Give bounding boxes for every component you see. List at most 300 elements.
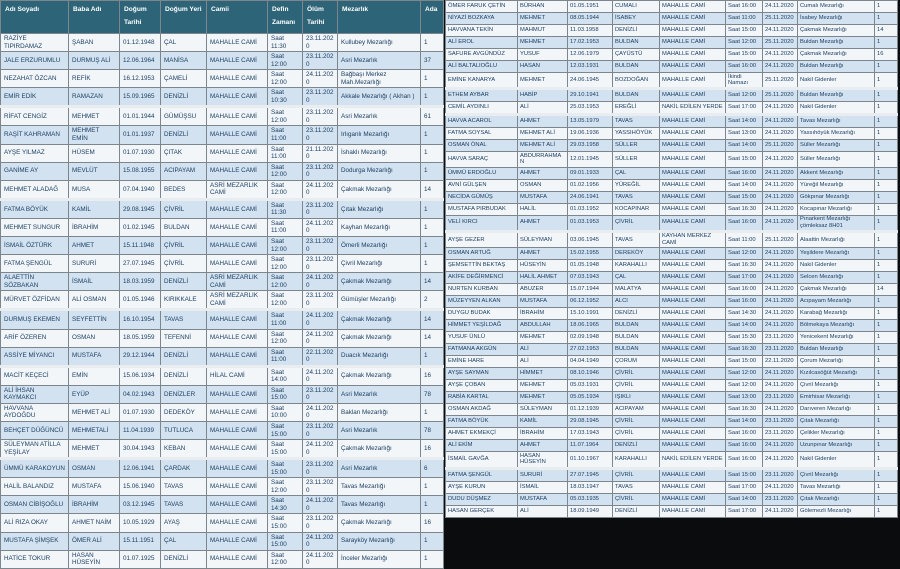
cell-burial-time: Saat 15:00 (268, 385, 303, 403)
cell-plot: 1 (875, 1, 898, 13)
cell-burial-time: Saat 15:00 (726, 25, 763, 37)
cell-birth-date: 01.02.1945 (120, 218, 161, 236)
cell-name: ÜMMÜ ERDOĞLU (446, 167, 518, 179)
cell-birth-place: DENİZLİ (613, 505, 660, 517)
cell-plot: 1 (421, 88, 444, 107)
cell-father-name: RAMAZAN (69, 88, 120, 107)
cell-death-date: 23.11.2020 (763, 428, 798, 440)
cell-death-date: 23.11.2020 (303, 162, 338, 180)
cell-plot: 1 (875, 428, 898, 440)
table-row (1, 273, 444, 291)
cell-mosque: MAHALLE CAMİ (660, 332, 726, 344)
cell-mosque: MAHALLE CAMİ (660, 13, 726, 25)
cell-name: İSMAİL ÖZTÜRK (1, 237, 69, 255)
cell-cemetery: Acıpayam Mezarlığı (798, 296, 875, 308)
cell-plot: 16 (421, 514, 444, 532)
cell-birth-date: 12.06.1964 (120, 52, 161, 70)
cell-death-date: 24.11.2020 (303, 496, 338, 514)
cell-burial-time: Saat 16:30 (726, 404, 763, 416)
cell-father-name: HALİL AHMET (518, 272, 568, 284)
cell-name: RİFAT CENGİZ (1, 107, 69, 126)
cell-mosque: MAHALLE CAMİ (207, 310, 268, 329)
cell-mosque: MAHALLE CAMİ (207, 385, 268, 403)
cell-father-name: HASAN HÜSEYİN (69, 550, 120, 568)
cell-burial-time: Saat 12:00 (268, 550, 303, 568)
cell-birth-place: ÇAL (613, 272, 660, 284)
cell-name: ÖMER FARUK ÇETİN (446, 1, 518, 13)
cell-mosque: MAHALLE CAMİ (660, 1, 726, 13)
cell-mosque: MAHALLE CAMİ (660, 481, 726, 493)
cell-name: JALE ERZURUMLU (1, 52, 69, 70)
cell-death-date: 25.11.2020 (763, 73, 798, 89)
table-row (1, 532, 444, 550)
cell-plot: 61 (421, 107, 444, 126)
table-row (1, 459, 444, 478)
table-row (446, 13, 898, 25)
cell-birth-place: SÜLLER (613, 152, 660, 167)
table-row (1, 478, 444, 496)
cell-father-name: EYÜP (69, 385, 120, 403)
cell-mosque: MAHALLE CAMİ (207, 52, 268, 70)
cell-death-date: 24.11.2020 (303, 440, 338, 459)
cell-father-name: MEVLÜT (69, 162, 120, 180)
cell-name: ETHEM AYBAR (446, 89, 518, 102)
cell-burial-time: Saat 12:00 (726, 368, 763, 380)
cell-cemetery: Uzunpınar Mezarlığı (798, 440, 875, 452)
cell-burial-time: Saat 12:00 (268, 52, 303, 70)
cell-birth-place: DENİZLER (161, 385, 207, 403)
cell-death-date: 23.11.2020 (763, 332, 798, 344)
cell-birth-place: BOZDOĞAN (613, 73, 660, 89)
cell-birth-date: 01.05.1948 (568, 260, 613, 272)
cell-birth-date: 10.05.1929 (120, 514, 161, 532)
cell-plot: 14 (421, 273, 444, 291)
cell-cemetery: Darıveren Mezarlığı (798, 404, 875, 416)
cell-father-name: İSMAİL (518, 481, 568, 493)
cell-mosque: MAHALLE CAMİ (660, 392, 726, 404)
cell-burial-time: Saat 10:30 (268, 88, 303, 107)
cell-death-date: 23.11.2020 (303, 255, 338, 273)
cell-death-date: 24.11.2020 (763, 380, 798, 392)
cell-birth-place: DENİZLİ (613, 25, 660, 37)
cell-cemetery: Asri Mezarlık (338, 107, 421, 126)
cell-birth-place: TAVAS (613, 115, 660, 128)
cell-mosque: MAHALLE CAMİ (660, 440, 726, 452)
cell-name: EMİR EDİK (1, 88, 69, 107)
cell-death-date: 24.11.2020 (763, 61, 798, 73)
cell-mosque: MAHALLE CAMİ (660, 368, 726, 380)
cell-mosque: MAHALLE CAMİ (660, 308, 726, 320)
cell-plot: 1 (875, 167, 898, 179)
cell-plot: 14 (421, 310, 444, 329)
cell-father-name: SÜLEYMAN (518, 404, 568, 416)
cell-birth-date: 01.03.1953 (568, 215, 613, 231)
cell-mosque: MAHALLE CAMİ (207, 532, 268, 550)
cell-father-name: MEHMET (518, 380, 568, 392)
cell-mosque: MAHALLE CAMİ (660, 272, 726, 284)
cell-father-name: HASAN (518, 61, 568, 73)
cell-name: AYŞE YILMAZ (1, 144, 69, 162)
table-row (1, 440, 444, 459)
cell-birth-place: BULDAN (613, 61, 660, 73)
cell-birth-date: 16.12.1953 (120, 70, 161, 88)
cell-cemetery: Çakmak Mezarlığı (798, 25, 875, 37)
cell-birth-place: KARAHALLI (613, 452, 660, 468)
cell-death-date: 23.11.2020 (303, 421, 338, 439)
cell-birth-place: ÇAMELİ (161, 70, 207, 88)
cell-mosque: MAHALLE CAMİ (207, 162, 268, 180)
cell-name: YUSUF ÜNLÜ (446, 332, 518, 344)
cell-plot: 16 (875, 49, 898, 61)
cell-mosque: ASRİ MEZARLIK CAMİ (207, 180, 268, 199)
cell-birth-date: 15.07.1944 (568, 284, 613, 296)
cell-plot: 1 (875, 440, 898, 452)
cell-death-date: 24.11.2020 (763, 1, 798, 13)
cell-mosque: MAHALLE CAMİ (207, 329, 268, 347)
cell-death-date: 24.11.2020 (303, 532, 338, 550)
cell-birth-place: DENİZLİ (161, 126, 207, 144)
cell-plot: 1 (875, 308, 898, 320)
cell-death-date: 24.11.2020 (763, 179, 798, 191)
cell-birth-date: 15.02.1955 (568, 248, 613, 260)
cell-name: EMİNE KANARYA (446, 73, 518, 89)
cell-name: HAVVA ACAROL (446, 115, 518, 128)
cell-plot: 1 (875, 296, 898, 308)
cell-birth-date: 18.06.1965 (568, 320, 613, 332)
cell-birth-place: BULDAN (613, 344, 660, 356)
cell-death-date: 23.11.2020 (303, 459, 338, 478)
table-row (1, 199, 444, 218)
table-row (446, 231, 898, 247)
cell-father-name: MUSTAFA (518, 296, 568, 308)
cell-name: ÜMMÜ KARAKOYUN (1, 459, 69, 478)
cell-death-date: 24.11.2020 (763, 296, 798, 308)
cell-father-name: ABDULLAH (518, 320, 568, 332)
cell-burial-time: Saat 14:00 (726, 320, 763, 332)
cell-cemetery: Çorum Mezarlığı (798, 356, 875, 368)
cell-plot: 1 (421, 496, 444, 514)
cell-father-name: MUSA (69, 180, 120, 199)
table-row (446, 115, 898, 128)
cell-death-date: 24.11.2020 (763, 481, 798, 493)
cell-father-name: HİMMET (518, 368, 568, 380)
cell-cemetery: Çakmak Mezarlığı (798, 284, 875, 296)
cell-cemetery: Emirhisar Mezarlığı (798, 392, 875, 404)
cell-name: AYŞE ÇOBAN (446, 380, 518, 392)
cell-plot: 1 (875, 215, 898, 231)
cell-mosque: MAHALLE CAMİ (207, 237, 268, 255)
cell-burial-time: Saat 12:00 (268, 237, 303, 255)
cell-plot: 1 (421, 237, 444, 255)
cell-mosque: MAHALLE CAMİ (660, 296, 726, 308)
cell-birth-place: BULDAN (613, 332, 660, 344)
table-row (446, 128, 898, 140)
cell-birth-date: 12.01.1945 (568, 152, 613, 167)
cell-birth-place: ÇİVRİL (613, 468, 660, 481)
cell-mosque: ASRİ MEZARLIK CAMİ (207, 291, 268, 310)
cell-plot: 1 (421, 34, 444, 52)
cell-birth-place: İSABEY (613, 13, 660, 25)
cell-name: FATMANA AKGÜN (446, 344, 518, 356)
cell-death-date: 23.11.2020 (303, 514, 338, 532)
cell-plot: 1 (875, 356, 898, 368)
cell-name: VELİ KIRCI (446, 215, 518, 231)
cell-mosque: NAKİL EDİLEN YERDE (660, 102, 726, 115)
cell-father-name: ALİ (518, 102, 568, 115)
cell-father-name: DURMUŞ ALİ (69, 52, 120, 70)
cell-cemetery: Çelikler Mezarlığı (798, 428, 875, 440)
cell-cemetery: Çakmak Mezarlığı (338, 366, 421, 385)
cell-death-date: 25.11.2020 (763, 13, 798, 25)
burial-schedule-table-right (445, 0, 898, 518)
cell-death-date: 24.11.2020 (763, 128, 798, 140)
cell-father-name: MUSTAFA (69, 347, 120, 366)
cell-cemetery: Pınarkent Mezarlığı çömleksaz 8H01 (798, 215, 875, 231)
cell-birth-date: 29.10.1941 (568, 89, 613, 102)
cell-mosque: MAHALLE CAMİ (207, 403, 268, 421)
cell-cemetery: Çakmak Mezarlığı (338, 273, 421, 291)
cell-mosque: MAHALLE CAMİ (207, 440, 268, 459)
cell-mosque: KAYHAN MERKEZ CAMİ (660, 231, 726, 247)
cell-burial-time: Saat 11:00 (268, 144, 303, 162)
cell-father-name: ABDURRAHMAN (518, 152, 568, 167)
cell-birth-place: DENİZLİ (161, 273, 207, 291)
cell-plot: 1 (875, 231, 898, 247)
cell-name: DURMUŞ EKEMEN (1, 310, 69, 329)
cell-birth-place: MALATYA (613, 284, 660, 296)
cell-burial-time: Saat 15:00 (268, 421, 303, 439)
cell-cemetery: Nakil Gidenler (798, 260, 875, 272)
cell-burial-time: Saat 14:00 (726, 493, 763, 505)
cell-birth-place: TAVAS (613, 481, 660, 493)
cell-burial-time: Saat 14:00 (726, 115, 763, 128)
cell-name: AVNİ GÜLŞEN (446, 179, 518, 191)
cell-plot: 14 (875, 25, 898, 37)
cell-burial-time: Saat 15:00 (726, 152, 763, 167)
cell-father-name: MEHMET ALİ (69, 403, 120, 421)
cell-mosque: MAHALLE CAMİ (207, 496, 268, 514)
cell-father-name: ABUZER (518, 284, 568, 296)
cell-mosque: MAHALLE CAMİ (207, 199, 268, 218)
table-row (1, 52, 444, 70)
cell-mosque: MAHALLE CAMİ (660, 179, 726, 191)
cell-birth-place: KEBAN (161, 440, 207, 459)
cell-cemetery: Baklan Mezarlığı (338, 403, 421, 421)
cell-birth-date: 17.03.1943 (568, 428, 613, 440)
cell-burial-time: Saat 15:00 (726, 191, 763, 203)
cell-plot: 1 (875, 260, 898, 272)
table-row (1, 255, 444, 273)
cell-plot: 1 (875, 203, 898, 215)
cell-plot: 16 (421, 366, 444, 385)
cell-mosque: MAHALLE CAMİ (660, 380, 726, 392)
cell-birth-date: 29.12.1944 (120, 347, 161, 366)
cell-birth-date: 01.02.1956 (568, 179, 613, 191)
cell-death-date: 23.11.2020 (763, 392, 798, 404)
table-row (1, 144, 444, 162)
cell-birth-place: ÇİVRİL (613, 428, 660, 440)
cell-birth-place: ÇITAK (161, 144, 207, 162)
cell-death-date: 23.11.2020 (763, 344, 798, 356)
cell-mosque: MAHALLE CAMİ (207, 255, 268, 273)
cell-mosque: MAHALLE CAMİ (660, 356, 726, 368)
cell-father-name: EMİN (69, 366, 120, 385)
cell-birth-date: 03.06.1945 (568, 231, 613, 247)
cell-cemetery: Yeşildere Mezarlığı (798, 248, 875, 260)
cell-burial-time: Saat 12:00 (268, 107, 303, 126)
cell-birth-date: 24.06.1945 (568, 73, 613, 89)
cell-plot: 1 (875, 61, 898, 73)
cell-father-name: AHMET (518, 248, 568, 260)
cell-cemetery: Sarayköy Mezarlığı (338, 532, 421, 550)
cell-plot: 1 (875, 493, 898, 505)
cell-burial-time: Saat 17:00 (726, 481, 763, 493)
table-row (446, 356, 898, 368)
cell-cemetery: Çıtak Mezarlığı (798, 493, 875, 505)
cell-mosque: MAHALLE CAMİ (660, 284, 726, 296)
cell-plot: 1 (421, 403, 444, 421)
table-row (446, 344, 898, 356)
cell-birth-date: 06.12.1952 (568, 296, 613, 308)
cell-father-name: MUSTAFA (518, 493, 568, 505)
cell-birth-place: ÇİVRİL (161, 255, 207, 273)
cell-plot: 1 (875, 380, 898, 392)
cell-cemetery: Çivril Mezarlığı (338, 255, 421, 273)
cell-death-date: 23.11.2020 (303, 199, 338, 218)
cell-cemetery: Süller Mezarlığı (798, 152, 875, 167)
cell-cemetery: Çakmak Mezarlığı (338, 180, 421, 199)
cell-birth-place: ÇARDAK (161, 459, 207, 478)
cell-burial-time: Saat 14:00 (268, 366, 303, 385)
cell-plot: 1 (421, 144, 444, 162)
cell-burial-time: Saat 17:00 (726, 272, 763, 284)
cell-death-date: 23.11.2020 (303, 107, 338, 126)
cell-death-date: 24.11.2020 (763, 404, 798, 416)
cell-birth-date: 29.08.1945 (568, 416, 613, 428)
cell-birth-place: TEFENNİ (161, 329, 207, 347)
cell-mosque: MAHALLE CAMİ (207, 144, 268, 162)
cell-birth-date: 12.03.1931 (568, 61, 613, 73)
cell-cemetery: Nakil Gidenler (798, 452, 875, 468)
cell-birth-date: 18.09.1949 (568, 505, 613, 517)
cell-burial-time: Saat 14:30 (268, 496, 303, 514)
cell-death-date: 24.11.2020 (303, 366, 338, 385)
table-row (446, 452, 898, 468)
cell-father-name: HÜSEYİN (518, 260, 568, 272)
cell-name: ALİ İHSAN KAYMAKCI (1, 385, 69, 403)
cell-cemetery: Ömerli Mezarlığı (338, 237, 421, 255)
cell-mosque: NAKİL EDİLEN YERDE (660, 452, 726, 468)
cell-burial-time: Saat 16:00 (726, 428, 763, 440)
cell-cemetery: Irlıganlı Mezarlığı (338, 126, 421, 144)
cell-plot: 1 (875, 468, 898, 481)
cell-burial-time: Saat 17:00 (726, 102, 763, 115)
cell-cemetery: Selcen Mezarlığı (798, 272, 875, 284)
cell-name: EMİNE HARE (446, 356, 518, 368)
cell-name: ALİ RIZA OKAY (1, 514, 69, 532)
cell-name: ASSİYE MİYANCI (1, 347, 69, 366)
cell-birth-date: 01.01.1944 (120, 107, 161, 126)
cell-burial-time: Saat 12:00 (726, 248, 763, 260)
cell-birth-date: 12.06.1941 (120, 459, 161, 478)
table-row (1, 88, 444, 107)
cell-birth-place: ÇİVRİL (613, 368, 660, 380)
cell-cemetery: Çakmak Mezarlığı (338, 440, 421, 459)
cell-name: BEHÇET DÜĞÜNCÜ (1, 421, 69, 439)
cell-birth-date: 17.02.1953 (568, 37, 613, 49)
cell-plot: 1 (875, 332, 898, 344)
cell-burial-time: Saat 12:00 (268, 273, 303, 291)
cell-birth-place: TUTLUCA (161, 421, 207, 439)
cell-cemetery: Asri Mezarlık (338, 459, 421, 478)
table-row (446, 368, 898, 380)
cell-mosque: MAHALLE CAMİ (207, 70, 268, 88)
cell-birth-date: 29.08.1945 (120, 199, 161, 218)
cell-birth-date: 01.05.1951 (568, 1, 613, 13)
cell-cemetery: Duacık Mezarlığı (338, 347, 421, 366)
cell-father-name: AHMET (518, 215, 568, 231)
table-row (446, 167, 898, 179)
cell-name: HİMMET YEŞİLDAĞ (446, 320, 518, 332)
cell-cemetery: Nakil Gidenler (798, 102, 875, 115)
cell-father-name: MEHMET ALİ (518, 128, 568, 140)
cell-mosque: MAHALLE CAMİ (660, 203, 726, 215)
cell-cemetery: Yüreğil Mezarlığı (798, 179, 875, 191)
cell-burial-time: Saat 16:00 (726, 61, 763, 73)
cell-cemetery: Çivril Mezarlığı (798, 468, 875, 481)
cell-plot: 1 (421, 550, 444, 568)
table-row (1, 385, 444, 403)
cell-name: ALİ BALTALIOĞLU (446, 61, 518, 73)
cell-cemetery: Cumalı Mezarlığı (798, 1, 875, 13)
cell-mosque: MAHALLE CAMİ (207, 421, 268, 439)
cell-birth-date: 15.06.1934 (120, 366, 161, 385)
cell-birth-date: 08.05.1944 (568, 13, 613, 25)
cell-mosque: ASRİ MEZARLIK CAMİ (207, 273, 268, 291)
cell-mosque: MAHALLE CAMİ (660, 416, 726, 428)
cell-burial-time: Saat 11:00 (726, 13, 763, 25)
cell-burial-time: Saat 12:00 (726, 380, 763, 392)
cell-birth-date: 18.05.1959 (120, 329, 161, 347)
cell-burial-time: Saat 11:00 (268, 218, 303, 236)
cell-father-name: MAHMUT (518, 25, 568, 37)
cell-death-date: 23.11.2020 (303, 34, 338, 52)
cell-death-date: 24.11.2020 (303, 310, 338, 329)
cell-name: ALİ EROL (446, 37, 518, 49)
cell-death-date: 24.11.2020 (303, 70, 338, 88)
cell-father-name: MEHMET ALİ (518, 140, 568, 152)
cell-burial-time: Saat 14:00 (726, 179, 763, 191)
cell-birth-date: 07.04.1940 (120, 180, 161, 199)
cell-mosque: MAHALLE CAMİ (660, 152, 726, 167)
cell-father-name: AHMET (518, 167, 568, 179)
cell-mosque: MAHALLE CAMİ (660, 140, 726, 152)
cell-plot: 1 (421, 126, 444, 144)
cell-cemetery: Tavas Mezarlığı (798, 115, 875, 128)
cell-death-date: 24.11.2020 (763, 191, 798, 203)
cell-cemetery: Asri Mezarlık (338, 52, 421, 70)
cell-mosque: MAHALLE CAMİ (660, 215, 726, 231)
cell-name: ŞEMSETTİN BEKTAŞ (446, 260, 518, 272)
cell-burial-time: Saat 10:00 (268, 403, 303, 421)
cell-burial-time: Saat 12:00 (726, 37, 763, 49)
cell-father-name: MUSTAFA (69, 478, 120, 496)
cell-birth-date: 01.12.1939 (568, 404, 613, 416)
cell-plot: 1 (875, 344, 898, 356)
cell-name: NEZAHAT ÖZCAN (1, 70, 69, 88)
table-row (446, 260, 898, 272)
cell-birth-place: DENİZLİ (613, 308, 660, 320)
